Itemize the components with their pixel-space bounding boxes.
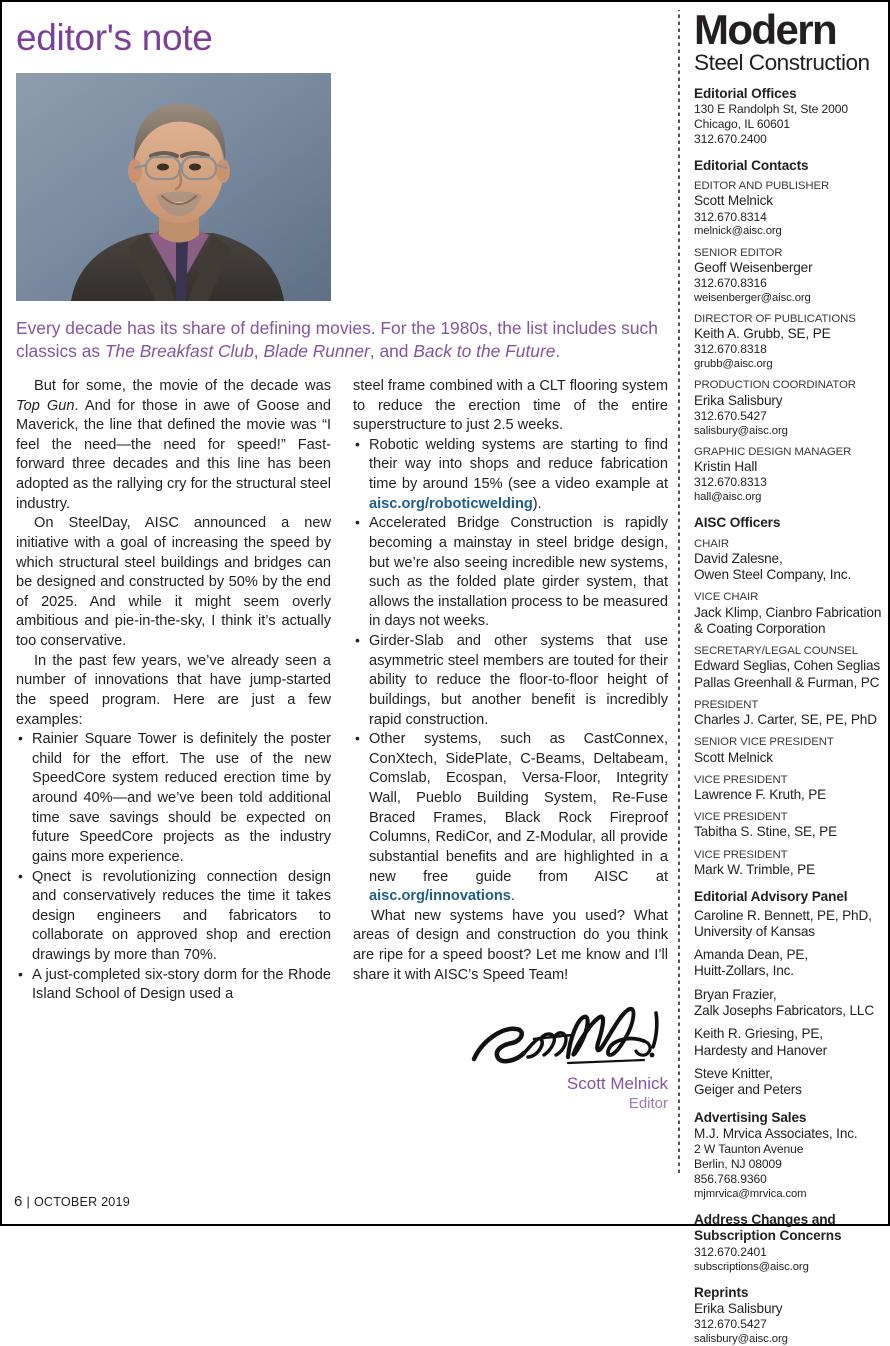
panel-member-affiliation: Zalk Josephs Fabricators, LLC: [694, 1003, 874, 1019]
signature-name: Scott Melnick: [566, 1074, 668, 1094]
contact-phone: 312.670.8316: [694, 276, 767, 291]
movie-title-top-gun: Top Gun: [16, 397, 75, 414]
officer-entry: [694, 773, 886, 803]
article-columns: [16, 377, 668, 1113]
officer-affiliation: Pallas Greenhall & Furman, PC: [694, 674, 880, 690]
advertising-email[interactable]: mjmrvica@mrvica.com: [694, 1187, 807, 1200]
panel-member: [694, 1066, 886, 1099]
officer-entry: [694, 810, 886, 840]
advertising-company: M.J. Mrvica Associates, Inc.: [694, 1125, 858, 1141]
officer-role: SECRETARY/LEGAL COUNSEL: [694, 645, 858, 658]
officer-role: VICE PRESIDENT: [694, 848, 788, 861]
panel-member-affiliation: University of Kansas: [694, 923, 815, 939]
deck-text-2: ,: [253, 340, 264, 361]
reprints-phone: 312.670.5427: [694, 1317, 767, 1332]
innovation-list-right: [353, 436, 668, 907]
masthead-sidebar: [694, 2, 886, 1346]
list-item-text-b: ).: [532, 495, 542, 512]
contact-email[interactable]: weisenberger@aisc.org: [694, 291, 811, 304]
contact-phone: 312.670.5427: [694, 408, 767, 423]
panel-member-name: Amanda Dean, PE,: [694, 947, 808, 963]
contact-entry: [694, 445, 886, 504]
article-deck: [16, 317, 664, 363]
contact-phone: 312.670.8318: [694, 342, 767, 357]
officer-role: CHAIR: [694, 537, 729, 550]
section-heading-address-changes-line2: Subscription Concerns: [694, 1228, 842, 1244]
office-address-line2: Chicago, IL 60601: [694, 117, 791, 132]
officer-entry: [694, 644, 886, 691]
officer-role: VICE CHAIR: [694, 591, 759, 604]
paragraph-2: On SteelDay, AISC announced a new initiative with a goal of increasing the speed by which structural steel buildings and bridges can be designed and constructed by 50% by the end of 2025. And while it might seem overly ambitious and pie-in-the-sky, I think it’s actually too conservative.: [16, 515, 331, 650]
officer-name: Charles J. Carter, SE, PE, PhD: [694, 712, 877, 728]
panel-member-name: Steve Knitter,: [694, 1066, 773, 1082]
contact-phone: 312.670.8314: [694, 209, 767, 224]
page-title: editor's note: [16, 17, 213, 58]
deck-text-4: .: [555, 340, 561, 361]
masthead-title-line2: Steel Construction: [694, 50, 870, 76]
list-item: • Girder-Slab and other systems that use asymmetric steel members are touted for their ability to reduce the floor-to-floor height of buildings, but another benefit is incredibly rapid construction.: [353, 632, 668, 730]
section-heading-reprints: Reprints: [694, 1284, 749, 1300]
contact-name: Scott Melnick: [694, 193, 773, 209]
section-heading-editorial-contacts: Editorial Contacts: [694, 157, 809, 173]
panel-member-affiliation: Hardesty and Hanover: [694, 1042, 828, 1058]
subscriptions-phone: 312.670.2401: [694, 1244, 767, 1259]
officer-entry: [694, 848, 886, 878]
contact-entry: [694, 246, 886, 305]
section-heading-editorial-advisory-panel: Editorial Advisory Panel: [694, 889, 848, 905]
officer-name: Tabitha S. Stine, SE, PE: [694, 824, 837, 840]
advertising-address-line2: Berlin, NJ 08009: [694, 1157, 782, 1172]
contact-name: Erika Salisbury: [694, 392, 783, 408]
link-innovations[interactable]: aisc.org/innovations: [369, 888, 511, 905]
section-heading-editorial-offices: Editorial Offices: [694, 85, 797, 101]
panel-member: [694, 1026, 886, 1059]
reprints-email[interactable]: salisbury@aisc.org: [694, 1333, 788, 1346]
contact-role: PRODUCTION COORDINATOR: [694, 379, 856, 392]
office-address-line1: 130 E Randolph St, Ste 2000: [694, 102, 848, 117]
section-heading-aisc-officers: AISC Officers: [694, 515, 781, 531]
signature-role: Editor: [628, 1094, 668, 1112]
panel-member-name: Keith R. Griesing, PE,: [694, 1026, 823, 1042]
officer-entry: [694, 698, 886, 728]
footer-issue-date: OCTOBER 2019: [33, 1195, 130, 1209]
officer-role: VICE PRESIDENT: [694, 773, 788, 786]
officer-role: VICE PRESIDENT: [694, 811, 788, 824]
deck-movie-1: The Breakfast Club: [104, 340, 254, 361]
list-item: • Rainier Square Tower is definitely the poster child for the effort. The use of the new SpeedCore system reduced erection time by around 40%—and we’ve been told additional time save savings should be expected on future SpeedCore projects as the industry gains more experience.: [16, 730, 331, 867]
article-column-right: [353, 377, 668, 1113]
officer-entry: [694, 590, 886, 637]
contact-role: DIRECTOR OF PUBLICATIONS: [694, 313, 856, 326]
officer-role: SENIOR VICE PRESIDENT: [694, 736, 834, 749]
officer-entry: [694, 735, 886, 765]
advertising-phone: 856.768.9360: [694, 1172, 767, 1187]
panel-member-name: Bryan Frazier,: [694, 986, 777, 1002]
contact-entry: [694, 312, 886, 371]
link-robotic-welding[interactable]: aisc.org/roboticwelding: [369, 495, 533, 512]
contact-role: EDITOR AND PUBLISHER: [694, 180, 830, 193]
officer-name: David Zalesne,: [694, 550, 783, 566]
list-item-text-a: Other systems, such as CastConnex, ConXtech, SidePlate, C-Beams, Deltabeam, Comslab, Ecospan, Versa-Floor, Integrity Wall, Pueblo Building System, Re-Fuse Braced Frames, Black Rock Fireproof Columns, RediCor, and Z-Modular, all provide substantial benefits and are highlighted in a new free guide from AISC at: [369, 731, 668, 885]
subscriptions-email[interactable]: subscriptions@aisc.org: [694, 1260, 809, 1273]
paragraph-1: [16, 377, 331, 514]
signature-block: [353, 1003, 668, 1113]
deck-text-1: Every decade has its share of defining movies. For the 1980s, the list includes such classics as: [16, 317, 658, 361]
officer-name: Jack Klimp, Cianbro Fabrication: [694, 604, 882, 620]
panel-member-name: Caroline R. Bennett, PE, PhD,: [694, 907, 872, 923]
paragraph-1-part-b: . And for those in awe of Goose and Maverick, the line that defined the movie was “I feel the need—the need for speed!” Fast-forward three decades and this line has been adopted as the rallying cry for the structural steel industry.: [16, 397, 331, 512]
section-heading-address-changes-line1: Address Changes and: [694, 1212, 836, 1228]
paragraph-3: In the past few years, we’ve already seen a number of innovations that have jump-started the speed program. Here are just a few examples:: [16, 652, 331, 728]
main-content: [12, 2, 668, 1224]
section-heading-advertising-sales: Advertising Sales: [694, 1109, 807, 1125]
officer-role: PRESIDENT: [694, 698, 759, 711]
list-item: • A just-completed six-story dorm for the Rhode Island School of Design used a: [16, 966, 331, 1005]
officer-affiliation: & Coating Corporation: [694, 620, 826, 636]
page-footer: [14, 1193, 130, 1210]
deck-text-3: , and: [369, 340, 414, 361]
panel-member-affiliation: Geiger and Peters: [694, 1082, 802, 1098]
list-item: • Accelerated Bridge Construction is rapidly becoming a mainstay in steel bridge design, but we’re also seeing incredible new systems, such as the folded plate girder system, that allows the installation process to be measured in days not weeks.: [353, 514, 668, 632]
reprints-name: Erika Salisbury: [694, 1300, 783, 1316]
contact-email[interactable]: hall@aisc.org: [694, 491, 762, 504]
contact-role: SENIOR EDITOR: [694, 246, 783, 259]
contact-email[interactable]: grubb@aisc.org: [694, 358, 773, 371]
panel-member: [694, 947, 886, 980]
contact-name: Kristin Hall: [694, 459, 758, 475]
contact-entry: [694, 179, 886, 238]
contact-role: GRAPHIC DESIGN MANAGER: [694, 445, 852, 458]
list-item-text-a: Robotic welding systems are starting to find their way into shops and reduce fabrication time by around 15% (see a video example at: [369, 436, 668, 493]
officer-name: Mark W. Trimble, PE: [694, 861, 816, 877]
footer-page-number: 6: [14, 1193, 23, 1210]
contact-name: Keith A. Grubb, SE, PE: [694, 326, 831, 342]
contact-name: Geoff Weisenberger: [694, 259, 813, 275]
panel-member: [694, 908, 886, 941]
deck-movie-3: Back to the Future: [413, 340, 556, 361]
innovation-list-left: [16, 730, 331, 1005]
list-item: [353, 436, 668, 515]
contact-phone: 312.670.8313: [694, 475, 767, 490]
officer-name: Edward Seglias, Cohen Seglias: [694, 658, 881, 674]
officer-name: Lawrence F. Kruth, PE: [694, 787, 827, 802]
panel-member: [694, 987, 886, 1020]
list-item: • Qnect is revolutionizing connection design and conservatively reduces the time it takes design engineers and fabricators to collaborate on approved shop and erection drawings by more than 70%.: [16, 868, 331, 966]
footer-separator: |: [26, 1195, 30, 1209]
contact-email[interactable]: salisbury@aisc.org: [694, 424, 788, 437]
contact-entry: [694, 378, 886, 437]
officer-entry: [694, 537, 886, 584]
paragraph-continuation: steel frame combined with a CLT flooring system to reduce the erection time of the entire superstructure to just 2.5 weeks.: [353, 377, 668, 434]
contact-email[interactable]: melnick@aisc.org: [694, 225, 782, 238]
list-item: [353, 730, 668, 907]
advertising-address-line1: 2 W Taunton Avenue: [694, 1142, 804, 1157]
panel-member-affiliation: Huitt-Zollars, Inc.: [694, 963, 794, 979]
column-divider: [678, 10, 680, 1174]
office-phone: 312.670.2400: [694, 131, 767, 146]
editor-headshot-photo: [16, 73, 331, 301]
closing-paragraph: What new systems have you used? What areas of design and construction do you think are ripe for a speed boost? Let me know and I’ll share it with AISC’s Speed Team!: [353, 907, 668, 983]
deck-movie-2: Blade Runner: [263, 340, 370, 361]
list-item-text-b: .: [510, 888, 515, 905]
officer-name: Scott Melnick: [694, 749, 773, 765]
handwritten-signature: [468, 1003, 668, 1075]
masthead-title-line1: Modern: [694, 6, 837, 53]
paragraph-1-part-a: But for some, the movie of the decade was: [34, 377, 331, 394]
article-column-left: [16, 377, 331, 1113]
officer-affiliation: Owen Steel Company, Inc.: [694, 567, 852, 583]
